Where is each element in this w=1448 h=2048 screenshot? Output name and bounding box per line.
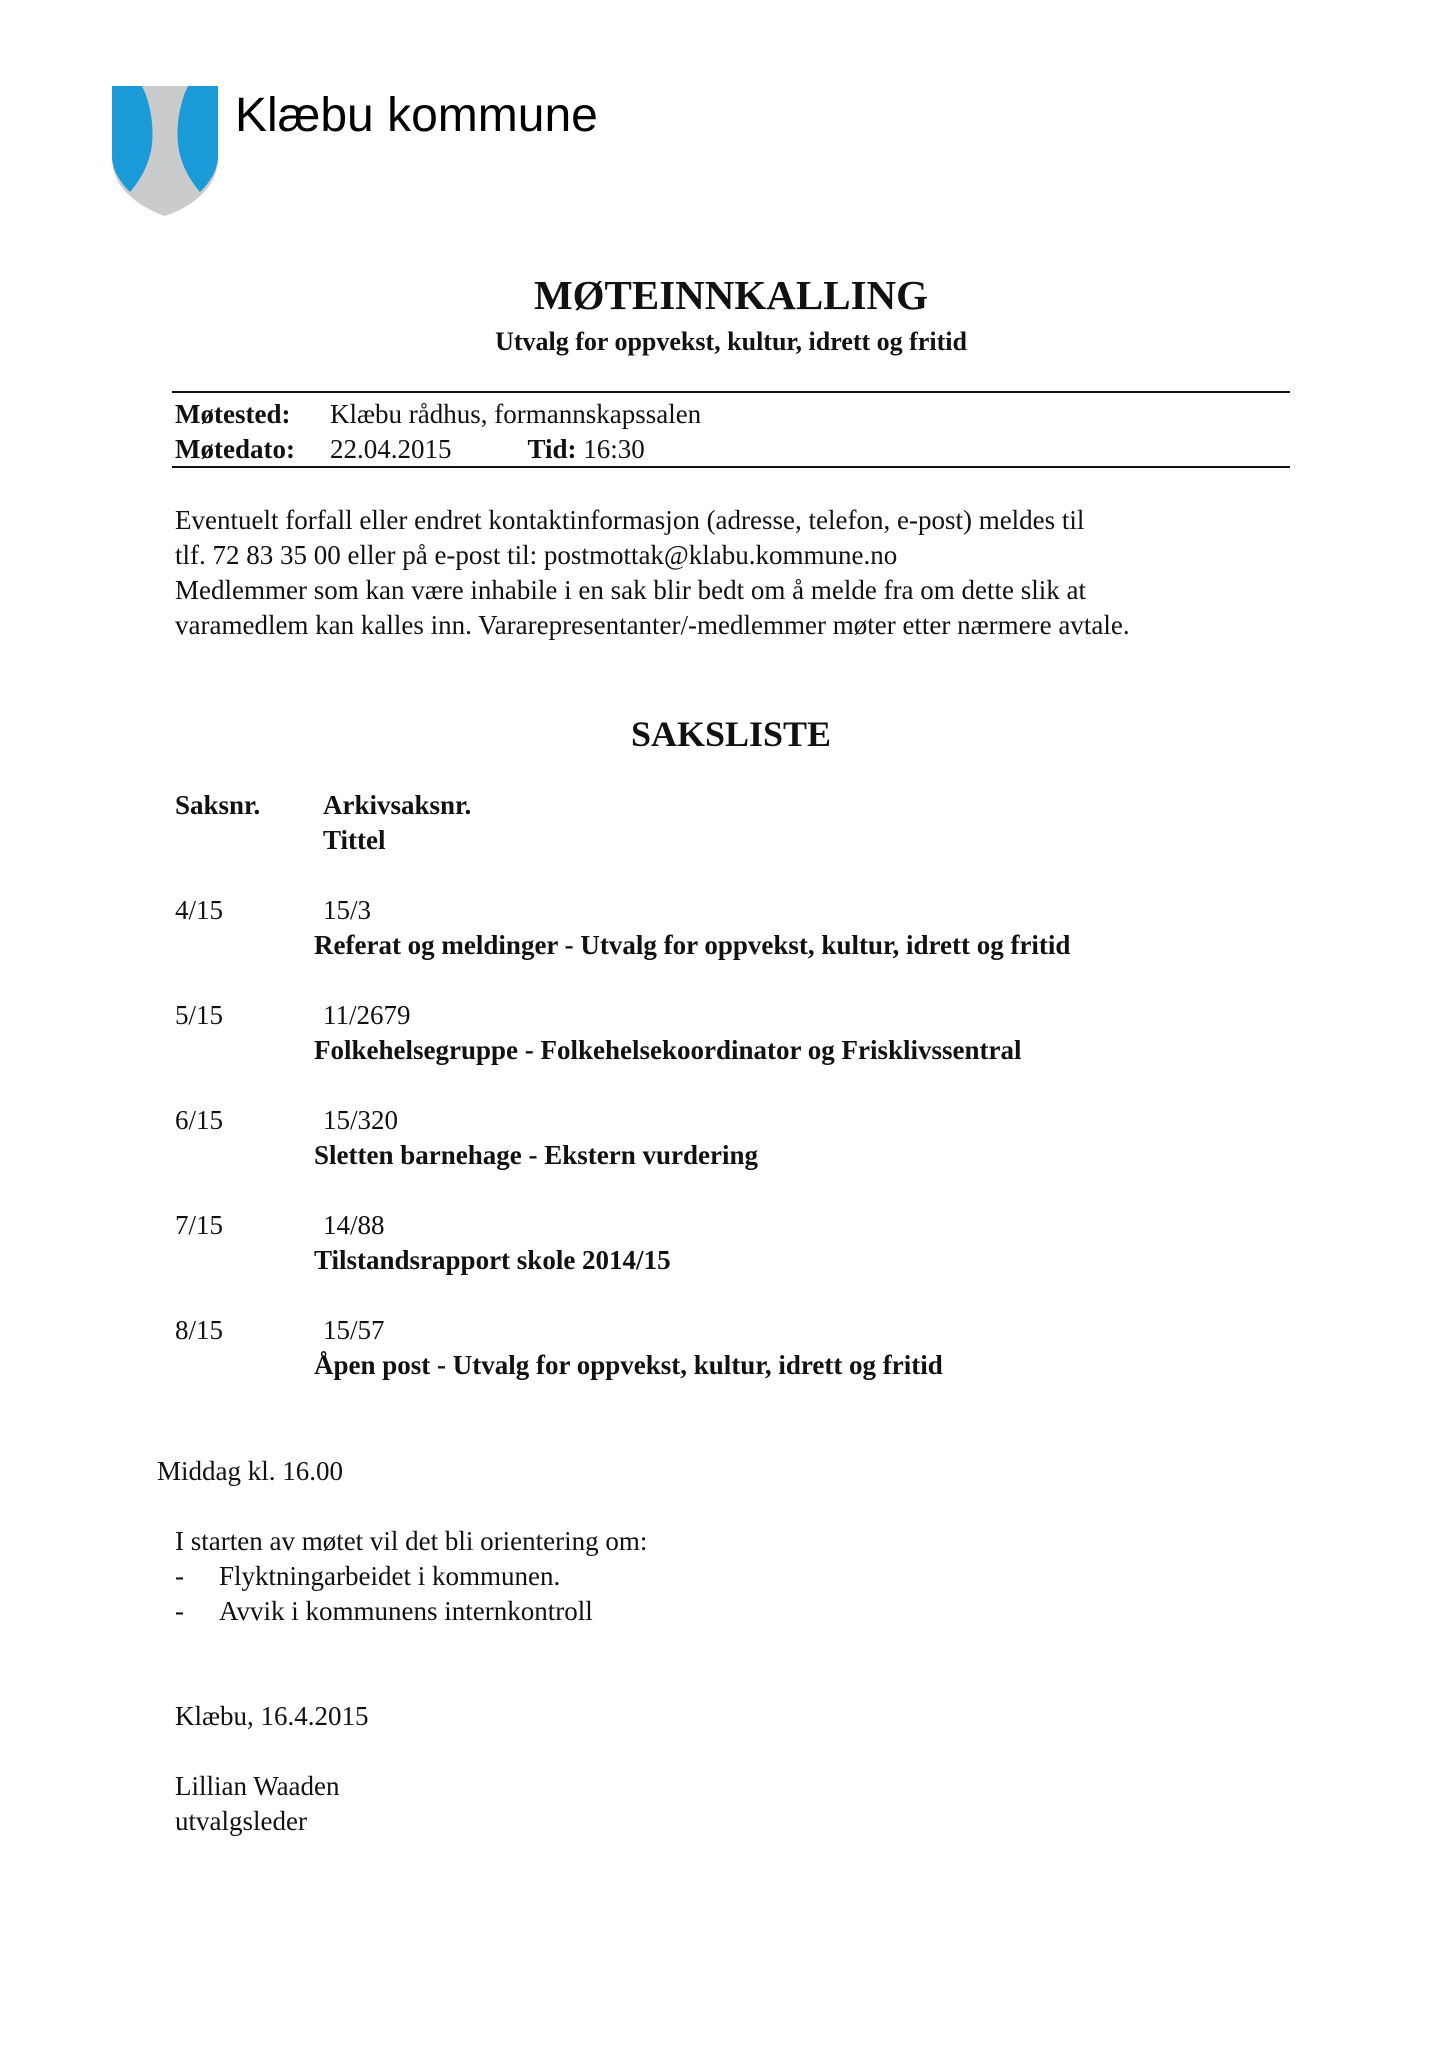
agenda-item [0, 1208, 1448, 1278]
bullet-dash: - [175, 1561, 184, 1591]
dinner-note: Middag kl. 16.00 [157, 1456, 343, 1486]
agenda-item-arkivsaksnr: 11/2679 [323, 1000, 411, 1030]
meeting-place-value: Klæbu rådhus, formannskapssalen [330, 399, 702, 429]
agenda-heading: SAKSLISTE [630, 714, 832, 754]
bullet-dash: - [175, 1596, 184, 1626]
column-header-arkivsaksnr: Arkivsaksnr. [323, 790, 472, 820]
agenda-item-title: Referat og meldinger - Utvalg for oppvekst, kultur, idrett og fritid [314, 930, 1071, 960]
agenda-item-title: Folkehelsegruppe - Folkehelsekoordinator og Frisklivssentral [314, 1035, 1022, 1065]
agenda-item-saksnr: 4/15 [175, 895, 224, 925]
meeting-place-label: Møtested: [175, 399, 291, 429]
agenda-item-title: Tilstandsrapport skole 2014/15 [314, 1245, 671, 1275]
orientation-item-text: Avvik i kommunens internkontroll [219, 1596, 593, 1626]
agenda-item-arkivsaksnr: 15/3 [323, 895, 372, 925]
orientation-item [175, 1559, 647, 1594]
agenda-item-arkivsaksnr: 15/320 [323, 1105, 399, 1135]
info-line: tlf. 72 83 35 00 eller på e-post til: postmottak@klabu.kommune.no [175, 540, 898, 570]
orientation-section [175, 1524, 647, 1629]
meeting-place-row [175, 396, 701, 432]
meeting-time-value: 16:30 [583, 434, 645, 464]
agenda-item [0, 998, 1448, 1068]
agenda-item [0, 893, 1448, 963]
info-line: varamedlem kan kalles inn. Vararepresentanter/-medlemmer møter etter nærmere avtale. [175, 610, 1130, 640]
agenda-item-arkivsaksnr: 15/57 [323, 1315, 385, 1345]
meeting-date-label: Møtedato: [175, 434, 295, 464]
column-header-saksnr: Saksnr. [175, 790, 261, 820]
divider-top [172, 391, 1290, 393]
contact-info [175, 503, 1295, 643]
info-line: Eventuelt forfall eller endret kontaktinformasjon (adresse, telefon, e-post) meldes til [175, 505, 1085, 535]
meeting-date-row [175, 431, 645, 467]
meeting-time-label: Tid: [527, 434, 577, 464]
signature-block [175, 1769, 340, 1839]
signer-role: utvalgsleder [175, 1806, 307, 1836]
agenda-item-title: Åpen post - Utvalg for oppvekst, kultur, idrett og fritid [314, 1350, 943, 1380]
agenda-item-arkivsaksnr: 14/88 [323, 1210, 385, 1240]
meeting-date-value: 22.04.2015 [330, 434, 452, 464]
orientation-intro: I starten av møtet vil det bli orientering om: [175, 1526, 648, 1556]
divider-bottom [172, 466, 1290, 468]
organization-name: Klæbu kommune [235, 89, 598, 142]
agenda-item-title: Sletten barnehage - Ekstern vurdering [314, 1140, 758, 1170]
agenda-item-saksnr: 6/15 [175, 1105, 224, 1135]
agenda-item [0, 1313, 1448, 1383]
agenda-item-saksnr: 7/15 [175, 1210, 224, 1240]
document-title: MØTEINNKALLING [533, 272, 929, 318]
agenda-item-saksnr: 5/15 [175, 1000, 224, 1030]
column-header-tittel: Tittel [323, 825, 386, 855]
signer-name: Lillian Waaden [175, 1771, 340, 1801]
coat-of-arms-icon [110, 84, 220, 218]
agenda-item [0, 1103, 1448, 1173]
document-subtitle: Utvalg for oppvekst, kultur, idrett og fritid [495, 327, 967, 356]
orientation-item [175, 1594, 647, 1629]
orientation-item-text: Flyktningarbeidet i kommunen. [219, 1561, 561, 1591]
agenda-item-saksnr: 8/15 [175, 1315, 224, 1345]
place-and-date: Klæbu, 16.4.2015 [175, 1701, 369, 1731]
info-line: Medlemmer som kan være inhabile i en sak blir bedt om å melde fra om dette slik at [175, 575, 1086, 605]
